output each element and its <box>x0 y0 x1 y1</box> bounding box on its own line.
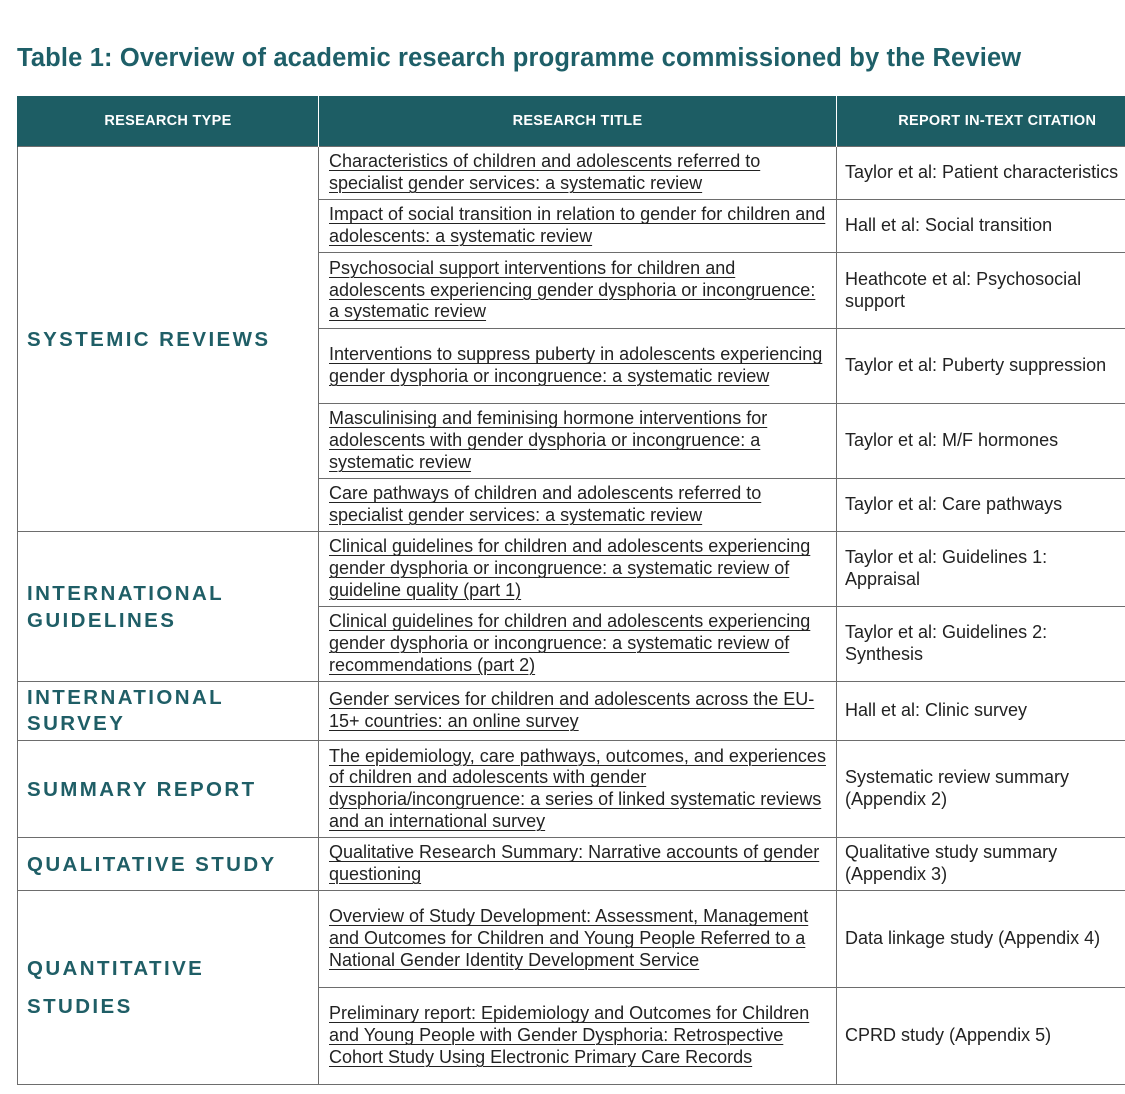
table-row <box>18 891 1125 988</box>
table-row <box>18 147 1125 200</box>
citation-cell: Taylor et al: Guidelines 1: Appraisal <box>845 547 1048 589</box>
research-type-qualitative-study: QUALITATIVE STUDY <box>18 838 319 891</box>
table-row <box>18 682 1125 741</box>
research-programme-table <box>17 96 1125 1085</box>
research-type-quantitative-studies: QUANTITATIVE STUDIES <box>27 956 205 1018</box>
research-title-link[interactable]: Psychosocial support interventions for children and adolescents experiencing gender dysphoria or incongruence: a systematic review <box>329 257 816 322</box>
research-title-link[interactable]: Preliminary report: Epidemiology and Outcomes for Children and Young People with Gender Dysphoria: Retrospective Cohort Study Using Electronic Primary Care Records <box>329 1003 810 1067</box>
header-citation: REPORT IN-TEXT CITATION <box>837 96 1125 147</box>
citation-cell: Taylor et al: Guidelines 2: Synthesis <box>845 622 1048 664</box>
citation-cell: Qualitative study summary (Appendix 3) <box>845 842 1058 884</box>
citation-cell: CPRD study (Appendix 5) <box>837 988 1125 1085</box>
research-title-link[interactable]: Qualitative Research Summary: Narrative accounts of gender questioning <box>329 842 820 884</box>
table-header-row <box>18 96 1125 147</box>
research-title-link[interactable]: Interventions to suppress puberty in adolescents experiencing gender dysphoria or incongruence: a systematic review <box>329 344 823 386</box>
header-research-title: RESEARCH TITLE <box>319 96 837 147</box>
citation-cell: Taylor et al: M/F hormones <box>837 404 1125 479</box>
table-row <box>18 532 1125 607</box>
citation-cell: Data linkage study (Appendix 4) <box>837 891 1125 988</box>
research-title-link[interactable]: Care pathways of children and adolescents referred to specialist gender services: a systematic review <box>329 483 762 525</box>
research-type-summary-report: SUMMARY REPORT <box>18 741 319 838</box>
research-title-link[interactable]: Clinical guidelines for children and adolescents experiencing gender dysphoria or incongruence: a systematic review of guideline quality (part 1) <box>329 536 811 600</box>
research-type-international-guidelines: INTERNATIONAL GUIDELINES <box>27 581 224 632</box>
citation-cell: Taylor et al: Puberty suppression <box>837 329 1125 404</box>
research-type-international-survey: INTERNATIONAL SURVEY <box>27 686 224 735</box>
page-title: Table 1: Overview of academic research programme commissioned by the Review <box>17 44 1022 72</box>
citation-cell: Taylor et al: Patient characteristics <box>837 147 1125 200</box>
research-title-link[interactable]: Masculinising and feminising hormone interventions for adolescents with gender dysphoria or incongruence: a systematic review <box>329 408 768 472</box>
citation-cell: Hall et al: Social transition <box>837 200 1125 253</box>
header-research-type: RESEARCH TYPE <box>18 96 319 147</box>
research-title-link[interactable]: Characteristics of children and adolescents referred to specialist gender services: a systematic review <box>329 151 761 193</box>
citation-cell: Systematic review summary (Appendix 2) <box>845 767 1070 809</box>
citation-cell: Taylor et al: Care pathways <box>837 479 1125 532</box>
citation-cell: Heathcote et al: Psychosocial support <box>845 268 1082 311</box>
table-row <box>18 838 1125 891</box>
research-title-link[interactable]: The epidemiology, care pathways, outcomes, and experiences of children and adolescents with gender dysphoria/incongruence: a series of linked systematic reviews and an international survey <box>329 745 826 831</box>
research-title-link[interactable]: Overview of Study Development: Assessment, Management and Outcomes for Children and Young People Referred to a National Gender Identity Development Service <box>329 906 809 970</box>
research-title-link[interactable]: Impact of social transition in relation to gender for children and adolescents: a systematic review <box>329 204 826 246</box>
citation-cell: Hall et al: Clinic survey <box>837 682 1125 741</box>
research-type-systemic-reviews: SYSTEMIC REVIEWS <box>18 147 319 532</box>
table-row <box>18 741 1125 838</box>
research-title-link[interactable]: Clinical guidelines for children and adolescents experiencing gender dysphoria or incongruence: a systematic review of recommendations (part 2) <box>329 611 811 675</box>
research-title-link[interactable]: Gender services for children and adolescents across the EU-15+ countries: an online survey <box>329 689 815 731</box>
